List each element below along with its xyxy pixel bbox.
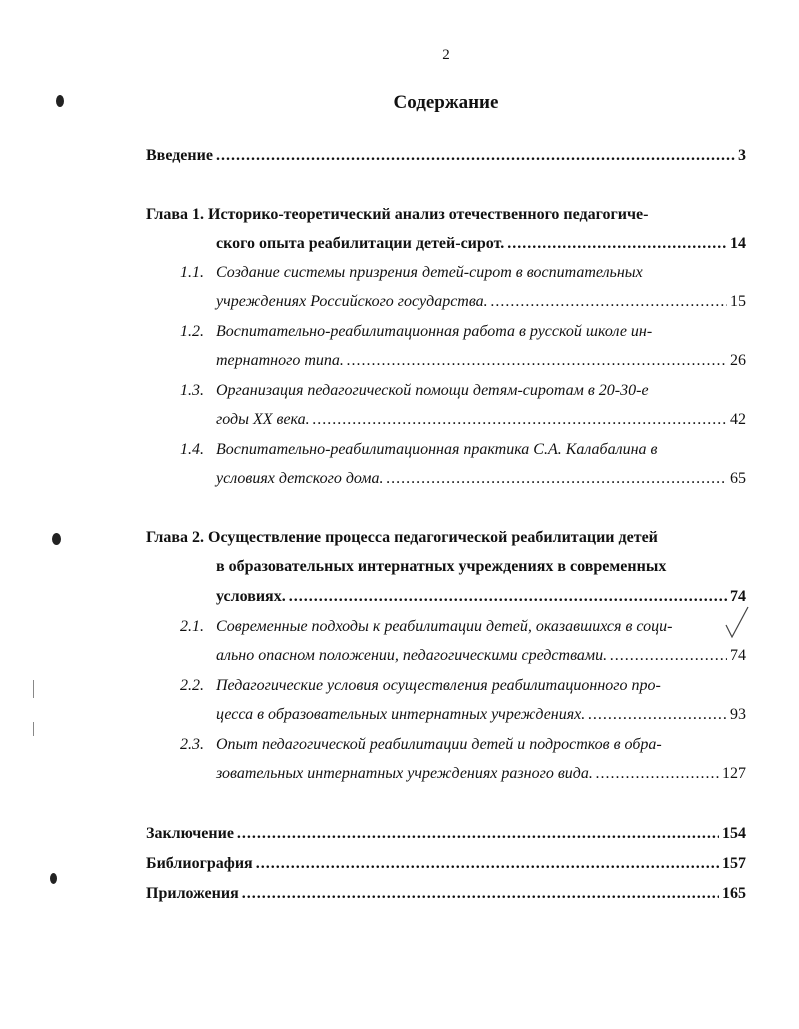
section-1-1-line2-row[interactable]	[216, 293, 746, 311]
chapter2-title-line3-row[interactable]	[216, 588, 746, 606]
dot-leader	[256, 855, 719, 873]
section-number: 2.3.	[180, 736, 204, 753]
chapter2-title-line3: условиях.	[216, 588, 286, 605]
section-number: 2.1.	[180, 618, 204, 635]
dot-leader	[242, 885, 719, 903]
pencil-check-mark	[722, 605, 752, 665]
section-2-3-line1[interactable]: Опыт педагогической реабилитации детей и подростков в обра-	[216, 736, 662, 753]
chapter2-title-line2: в образовательных интернатных учреждениях в современных	[216, 558, 667, 575]
dot-leader	[596, 765, 719, 783]
intro-label: Введение	[146, 147, 213, 164]
dot-leader	[216, 147, 735, 165]
dot-leader	[507, 235, 727, 253]
section-1-1-line1[interactable]: Создание системы призрения детей-сирот в воспитательных	[216, 264, 643, 281]
section-1-3-line2: годы XX века.	[216, 411, 310, 428]
page-number: 2	[442, 47, 450, 63]
section-number: 1.2.	[180, 323, 204, 340]
binder-hole-mark	[50, 873, 57, 884]
section-1-1-page: 15	[730, 293, 746, 310]
binder-hole-mark	[52, 533, 61, 545]
toc-entry-bibliography[interactable]	[146, 855, 746, 873]
chapter2-heading[interactable]	[146, 529, 658, 547]
chapter1-heading[interactable]	[146, 206, 648, 224]
section-1-4-page: 65	[730, 470, 746, 487]
dot-leader	[387, 470, 727, 488]
toc-entry-conclusion[interactable]	[146, 825, 746, 843]
bibliography-label: Библиография	[146, 855, 253, 872]
chapter2-title-line1: Осуществление процесса педагогической реабилитации детей	[208, 529, 658, 546]
section-1-3-line1[interactable]: Организация педагогической помощи детям-сиротам в 20-30-е	[216, 382, 649, 399]
section-1-4-line2-row[interactable]	[216, 470, 746, 488]
dot-leader	[347, 352, 727, 370]
section-1-4-line1[interactable]: Воспитательно-реабилитационная практика С.А. Калабалина в	[216, 441, 658, 458]
section-1-3-page: 42	[730, 411, 746, 428]
chapter2-prefix: Глава 2.	[146, 529, 204, 546]
appendix-label: Приложения	[146, 885, 239, 902]
section-number: 1.1.	[180, 264, 204, 281]
section-2-3-page: 127	[722, 765, 746, 782]
dot-leader	[289, 588, 727, 606]
dot-leader	[610, 647, 727, 665]
dot-leader	[237, 825, 719, 843]
margin-line-mark	[33, 680, 34, 698]
section-2-1-line2-row[interactable]	[216, 647, 746, 665]
conclusion-page: 154	[722, 825, 746, 842]
bibliography-page: 157	[722, 855, 746, 872]
toc-entry-intro[interactable]	[146, 147, 746, 165]
conclusion-label: Заключение	[146, 825, 234, 842]
section-number: 2.2.	[180, 677, 204, 694]
dot-leader	[313, 411, 727, 429]
chapter1-title-line2: ского опыта реабилитации детей-сирот.	[216, 235, 505, 252]
section-2-3-line2: зовательных интернатных учреждениях разного вида.	[216, 765, 593, 782]
section-2-1-page: 74	[730, 647, 746, 664]
section-1-2-line2: тернатного типа.	[216, 352, 344, 369]
chapter2-page: 74	[730, 588, 746, 605]
section-2-1-line1[interactable]: Современные подходы к реабилитации детей, оказавшихся в соци-	[216, 618, 673, 635]
section-2-2-page: 93	[730, 706, 746, 723]
chapter1-page: 14	[730, 235, 746, 252]
margin-line-mark	[33, 722, 34, 736]
section-2-1-line2: ально опасном положении, педагогическими средствами.	[216, 647, 608, 664]
chapter1-title-line1: Историко-теоретический анализ отечественного педагогиче-	[208, 206, 649, 223]
dot-leader	[588, 706, 727, 724]
section-2-2-line1[interactable]: Педагогические условия осуществления реабилитационного про-	[216, 677, 661, 694]
chapter1-title-line2-row[interactable]	[216, 235, 746, 253]
page-title: Содержание	[393, 92, 499, 113]
section-2-2-line2: цесса в образовательных интернатных учреждениях.	[216, 706, 586, 723]
section-2-3-line2-row[interactable]	[216, 765, 746, 783]
intro-page: 3	[738, 147, 746, 164]
appendix-page: 165	[722, 885, 746, 902]
section-number: 1.4.	[180, 441, 204, 458]
section-1-4-line2: условиях детского дома.	[216, 470, 384, 487]
section-1-2-page: 26	[730, 352, 746, 369]
section-2-2-line2-row[interactable]	[216, 706, 746, 724]
section-1-2-line1[interactable]: Воспитательно-реабилитационная работа в русской школе ин-	[216, 323, 653, 340]
chapter1-prefix: Глава 1.	[146, 206, 204, 223]
section-1-1-line2: учреждениях Российского государства.	[216, 293, 488, 310]
dot-leader	[491, 293, 727, 311]
section-1-3-line2-row[interactable]	[216, 411, 746, 429]
toc-entry-appendix[interactable]	[146, 885, 746, 903]
binder-hole-mark	[56, 95, 64, 107]
section-1-2-line2-row[interactable]	[216, 352, 746, 370]
section-number: 1.3.	[180, 382, 204, 399]
